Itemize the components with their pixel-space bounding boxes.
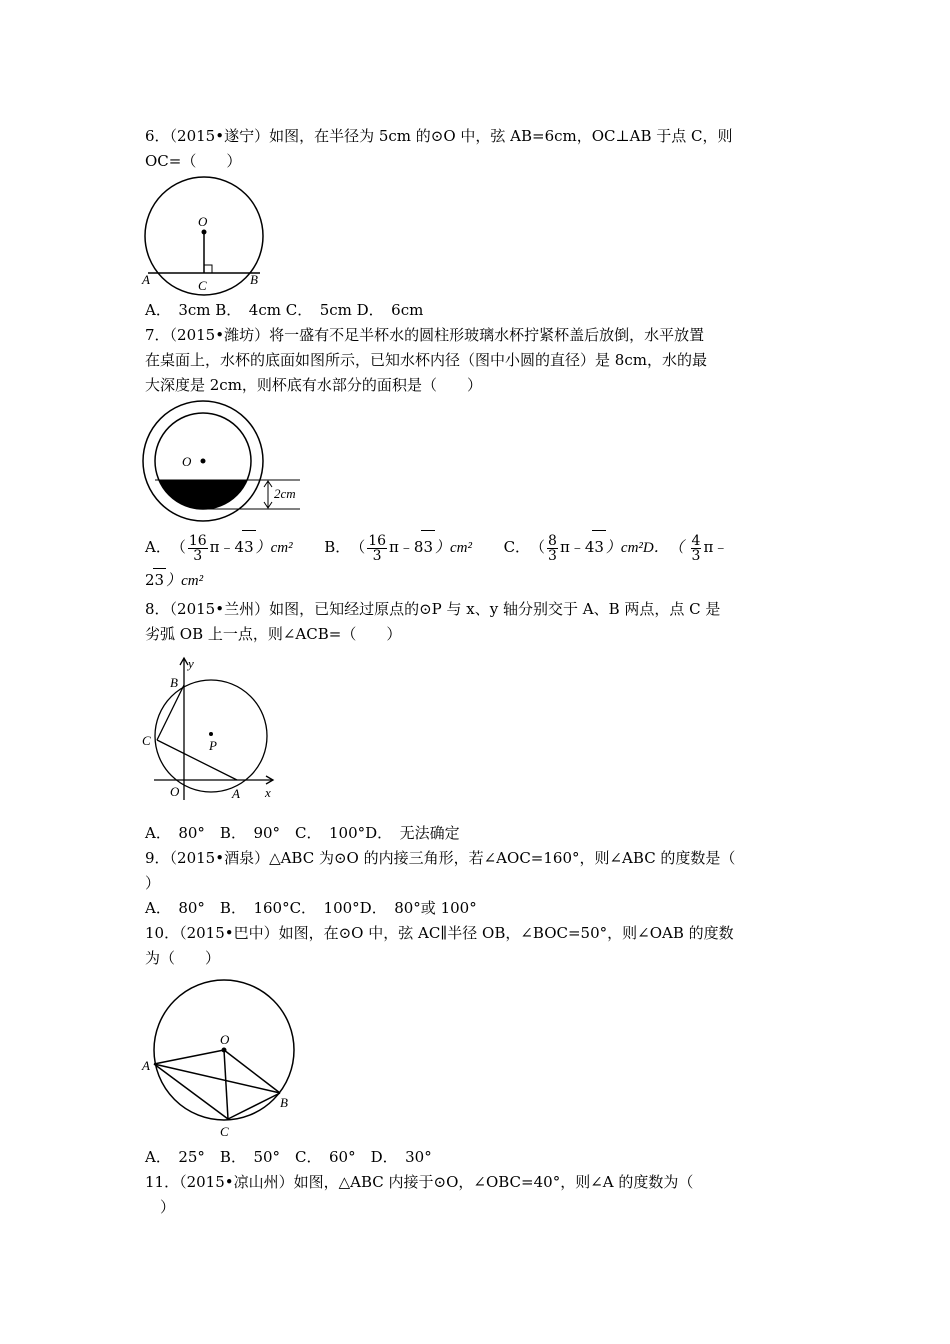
q7-option-b xyxy=(324,530,472,564)
q11-text-line2: ） xyxy=(145,1198,176,1216)
q8-label-a: A xyxy=(232,786,240,801)
q7-option-a-label: A． （ xyxy=(145,538,186,556)
q7-option-b-unit: ）cm² xyxy=(435,540,472,556)
q7-option-c-numerator: 8 xyxy=(548,532,557,549)
q7-option-b-denominator: 3 xyxy=(372,547,382,564)
q6-figure xyxy=(140,174,270,296)
q7-option-d-part1 xyxy=(689,531,729,563)
q7-option-d-unit: ）cm² xyxy=(166,573,204,589)
q6-label-b: B xyxy=(250,272,258,287)
q7-option-c xyxy=(504,530,684,564)
q7-option-d-coef: 2 xyxy=(145,571,155,589)
q7-option-a-fraction xyxy=(188,534,208,563)
q7-option-a xyxy=(145,530,293,564)
q8-options: A． 80° B． 90° C． 100°D． 无法确定 xyxy=(145,824,460,842)
q7-options-row2 xyxy=(145,568,203,592)
q7-option-d-denominator: 3 xyxy=(691,547,701,564)
q8-label-y: y xyxy=(188,656,194,671)
q10-label-a: A xyxy=(142,1058,150,1073)
q9-text-line1: 9．（2015•酒泉）△ABC 为⊙O 的内接三角形，若∠AOC=160°，则∠ABC 的度数是（ xyxy=(145,849,736,867)
q7-option-d-rest: π﹣ xyxy=(703,538,729,556)
q10-figure xyxy=(140,976,300,1141)
q8-label-x: x xyxy=(265,785,271,800)
q10-text-line2: 为（ ） xyxy=(145,949,221,967)
q8-label-p: P xyxy=(209,738,217,753)
q7-option-c-fraction xyxy=(547,534,558,563)
q7-option-a-unit: ）cm² xyxy=(255,540,293,556)
q7-options-row1 xyxy=(145,530,728,564)
q9-options: A． 80° B． 160°C． 100°D． 80°或 100° xyxy=(145,899,477,917)
q10-text-line1: 10．（2015•巴中）如图，在⊙O 中，弦 AC∥半径 OB，∠BOC=50°，则∠OAB 的度数 xyxy=(145,924,734,942)
q10-label-o: O xyxy=(220,1032,230,1047)
q11-text-line1: 11．（2015•凉山州）如图，△ABC 内接于⊙O，∠OBC=40°，则∠A 的度数为（ xyxy=(145,1173,694,1191)
q7-text-line2: 在桌面上，水杯的底面如图所示，已知水杯内径（图中小圆的直径）是 8cm，水的最 xyxy=(145,351,707,369)
q6-label-c: C xyxy=(198,278,207,293)
q7-option-d-sqrt: 3 xyxy=(153,568,167,591)
q10-options: A． 25° B． 50° C． 60° D． 30° xyxy=(145,1148,432,1166)
q7-option-c-unit: ）cm²D． （ xyxy=(605,540,684,556)
q7-option-b-fraction xyxy=(367,534,387,563)
q8-label-b: B xyxy=(170,675,178,690)
q7-option-a-rest: π﹣4 xyxy=(209,538,245,556)
q6-options: A． 3cm B． 4cm C． 5cm D． 6cm xyxy=(145,301,424,319)
q8-label-o: O xyxy=(170,784,180,799)
q7-option-a-denominator: 3 xyxy=(193,547,203,564)
q7-option-c-rest: π﹣4 xyxy=(559,538,595,556)
q7-label-o: O xyxy=(182,454,192,469)
q7-option-c-sqrt: 3 xyxy=(592,530,606,563)
q6-text-line1: 6．（2015•遂宁）如图，在半径为 5cm 的⊙O 中，弦 AB=6cm，OC⊥AB 于点 C，则 xyxy=(145,127,733,145)
q7-option-c-label: C． （ xyxy=(503,538,546,556)
q8-label-c: C xyxy=(142,733,151,748)
q7-figure xyxy=(140,400,310,525)
q7-option-d-numerator: 4 xyxy=(691,532,701,549)
q7-option-b-sqrt: 3 xyxy=(421,530,435,563)
q7-option-a-numerator: 16 xyxy=(188,532,207,549)
q7-option-b-numerator: 16 xyxy=(368,532,387,549)
q7-option-c-denominator: 3 xyxy=(548,547,557,564)
q8-text-line2: 劣弧 OB 上一点，则∠ACB=（ ） xyxy=(145,625,402,643)
q8-figure xyxy=(140,652,280,802)
q7-text-line3: 大深度是 2cm，则杯底有水部分的面积是（ ） xyxy=(145,376,482,394)
q6-label-a: A xyxy=(142,272,150,287)
q7-option-b-rest: π﹣8 xyxy=(389,538,424,556)
q9-text-line2: ） xyxy=(145,874,161,892)
q6-text-line2: OC=（ ） xyxy=(145,152,242,170)
q7-option-b-label: B． （ xyxy=(324,538,366,556)
q6-label-o: O xyxy=(198,214,208,229)
q7-option-a-sqrt: 3 xyxy=(242,530,256,563)
q7-text-line1: 7．（2015•潍坊）将一盛有不足半杯水的圆柱形玻璃水杯拧紧杯盖后放倒，水平放置 xyxy=(145,326,705,344)
q8-text-line1: 8．（2015•兰州）如图，已知经过原点的⊙P 与 x、y 轴分别交于 A、B 两点，点 C 是 xyxy=(145,600,721,618)
q10-label-b: B xyxy=(280,1095,288,1110)
q7-option-d-fraction xyxy=(691,534,702,563)
q10-label-c: C xyxy=(220,1124,229,1139)
q7-label-depth: 2cm xyxy=(274,486,296,501)
